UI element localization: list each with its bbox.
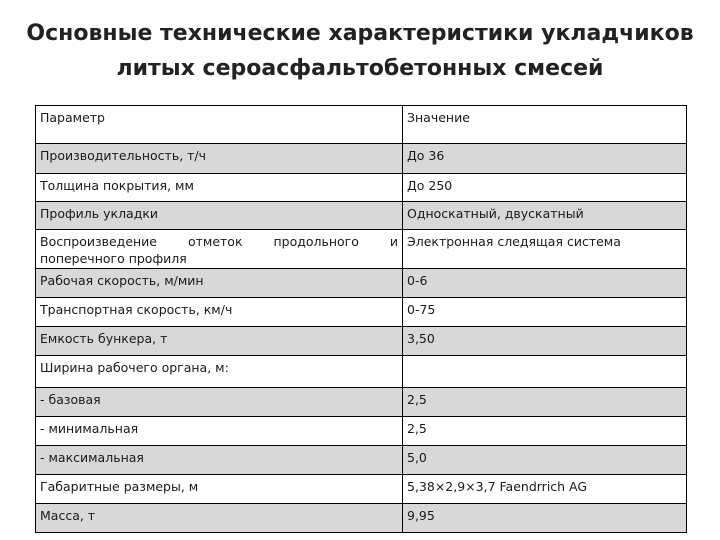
value-cell: До 36 <box>403 144 687 174</box>
table-row <box>36 327 687 356</box>
table-header-row <box>36 106 687 144</box>
param-cell: Профиль укладки <box>36 202 403 230</box>
value-cell: 2,5 <box>403 417 687 446</box>
table-row <box>36 144 687 174</box>
table-row <box>36 417 687 446</box>
param-cell: Воспроизведение отметок продольного и поперечного профиля <box>36 230 403 269</box>
value-cell <box>403 356 687 388</box>
param-cell: Производительность, т/ч <box>36 144 403 174</box>
param-cell: Емкость бункера, т <box>36 327 403 356</box>
value-cell: 0-6 <box>403 269 687 298</box>
value-cell: До 250 <box>403 174 687 202</box>
param-cell: Толщина покрытия, мм <box>36 174 403 202</box>
value-cell: Односкатный, двускатный <box>403 202 687 230</box>
specs-table <box>35 105 687 533</box>
table-row <box>36 475 687 504</box>
title-line-1: Основные технические характеристики укладчиков <box>26 21 694 46</box>
table-row <box>36 504 687 533</box>
title-line-2: литых сероасфальтобетонных смесей <box>116 56 604 81</box>
table-row <box>36 388 687 417</box>
page-title <box>0 16 720 86</box>
value-cell: 9,95 <box>403 504 687 533</box>
header-param-cell: Параметр <box>36 106 403 144</box>
param-cell: Рабочая скорость, м/мин <box>36 269 403 298</box>
table-row <box>36 230 687 269</box>
table-row <box>36 446 687 475</box>
param-cell: - минимальная <box>36 417 403 446</box>
value-cell: 5,0 <box>403 446 687 475</box>
table-row <box>36 202 687 230</box>
param-cell: - максимальная <box>36 446 403 475</box>
table-row <box>36 356 687 388</box>
value-cell: 3,50 <box>403 327 687 356</box>
table-row <box>36 174 687 202</box>
header-value-cell: Значение <box>403 106 687 144</box>
param-cell: - базовая <box>36 388 403 417</box>
value-cell: 5,38×2,9×3,7 Faendrrich AG <box>403 475 687 504</box>
value-cell: 0-75 <box>403 298 687 327</box>
param-cell: Транспортная скорость, км/ч <box>36 298 403 327</box>
param-cell: Масса, т <box>36 504 403 533</box>
param-cell: Ширина рабочего органа, м: <box>36 356 403 388</box>
value-cell: 2,5 <box>403 388 687 417</box>
param-cell: Габаритные размеры, м <box>36 475 403 504</box>
value-cell: Электронная следящая система <box>403 230 687 269</box>
table-row <box>36 298 687 327</box>
table-row <box>36 269 687 298</box>
